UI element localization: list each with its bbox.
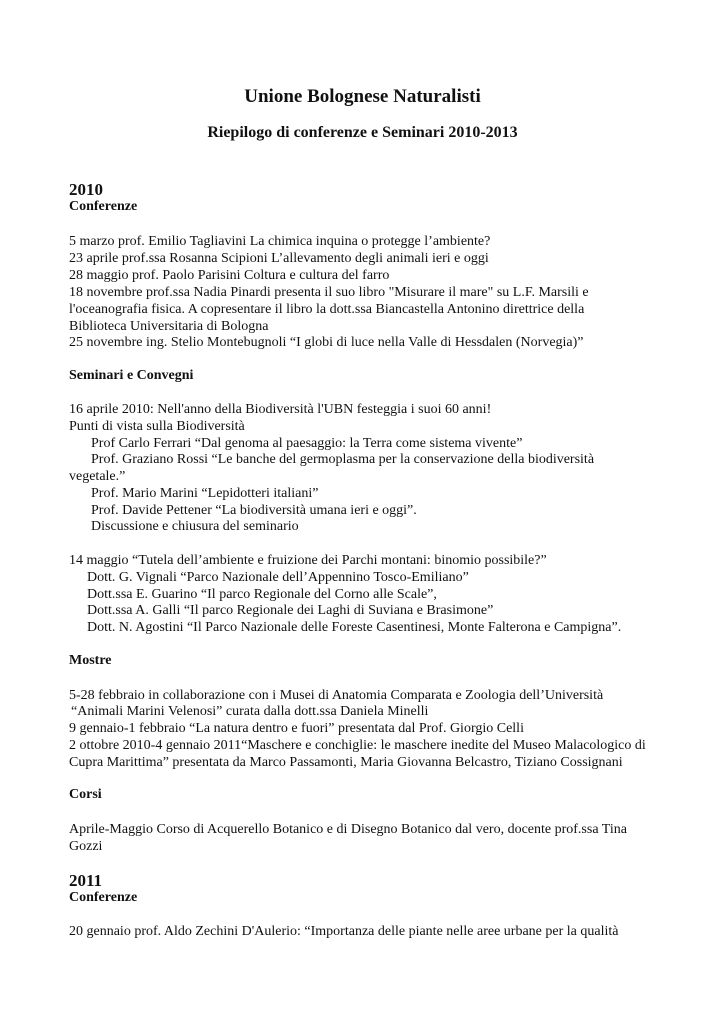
conferenze-2010-line: 23 aprile prof.ssa Rosanna Scipioni L’allevamento degli animali ieri e oggi [69, 251, 489, 266]
seminari-line: 14 maggio “Tutela dell’ambiente e fruizione dei Parchi montani: binomio possibile?” [69, 553, 547, 568]
document-title: Unione Bolognese Naturalisti [244, 86, 481, 107]
seminari-line: Dott.ssa A. Galli “Il parco Regionale dei Laghi di Suviana e Brasimone” [87, 603, 494, 618]
seminari-line: Dott. G. Vignali “Parco Nazionale dell’Appennino Tosco-Emiliano” [87, 570, 469, 585]
mostre-line: Cupra Marittima” presentata da Marco Passamonti, Maria Giovanna Belcastro, Tiziano Cossignani [69, 755, 623, 770]
section-heading-mostre: Mostre [69, 653, 112, 668]
document-subtitle: Riepilogo di conferenze e Seminari 2010-2013 [207, 124, 518, 141]
conferenze-2011-line: 20 gennaio prof. Aldo Zechini D'Aulerio: “Importanza delle piante nelle aree urbane per la qualità [69, 924, 619, 939]
seminari-line: Punti di vista sulla Biodiversità [69, 419, 245, 434]
section-heading-seminari: Seminari e Convegni [69, 368, 194, 383]
mostre-line: 5-28 febbraio in collaborazione con i Musei di Anatomia Comparata e Zoologia dell’Università [69, 688, 604, 703]
conferenze-2010-line: 25 novembre ing. Stelio Montebugnoli “I globi di luce nella Valle di Hessdalen (Norvegia)” [69, 335, 584, 350]
seminari-line: Prof. Graziano Rossi “Le banche del germoplasma per la conservazione della biodiversità [91, 452, 595, 467]
conferenze-2010-line: l'oceanografia fisica. A copresentare il libro la dott.ssa Biancastella Antonino direttrice della [69, 302, 585, 317]
year-heading-2011: 2011 [69, 871, 103, 890]
seminari-line: Dott.ssa E. Guarino “Il parco Regionale del Corno alle Scale”, [87, 587, 437, 602]
seminari-line: Prof. Mario Marini “Lepidotteri italiani” [91, 486, 319, 501]
seminari-line: 16 aprile 2010: Nell'anno della Biodiversità l'UBN festeggia i suoi 60 anni! [69, 402, 492, 417]
section-heading-conferenze-2011: Conferenze [69, 890, 138, 905]
conferenze-2010-line: 18 novembre prof.ssa Nadia Pinardi presenta il suo libro "Misurare il mare" su L.F. Marsili e [69, 285, 589, 300]
section-heading-conferenze-2010: Conferenze [69, 199, 138, 214]
seminari-line: Prof. Davide Pettener “La biodiversità umana ieri e oggi”. [91, 503, 417, 518]
mostre-line: 9 gennaio-1 febbraio “La natura dentro e fuori” presentata dal Prof. Giorgio Celli [69, 721, 524, 736]
seminari-line: Discussione e chiusura del seminario [91, 519, 299, 534]
mostre-line: “Animali Marini Velenosi” curata dalla dott.ssa Daniela Minelli [71, 704, 429, 719]
seminari-line: Dott. N. Agostini “Il Parco Nazionale delle Foreste Casentinesi, Monte Falterona e Campigna”. [87, 620, 622, 635]
section-heading-corsi: Corsi [69, 787, 102, 802]
conferenze-2010-line: Biblioteca Universitaria di Bologna [69, 319, 269, 334]
seminari-line: vegetale.” [69, 469, 126, 484]
mostre-line: 2 ottobre 2010-4 gennaio 2011“Maschere e conchiglie: le maschere inedite del Museo Malacologico di [69, 738, 646, 753]
corsi-line: Gozzi [69, 839, 103, 854]
year-heading-2010: 2010 [69, 180, 103, 199]
corsi-line: Aprile-Maggio Corso di Acquerello Botanico e di Disegno Botanico dal vero, docente prof.ssa Tina [69, 822, 627, 837]
conferenze-2010-line: 28 maggio prof. Paolo Parisini Coltura e cultura del farro [69, 268, 390, 283]
seminari-line: Prof Carlo Ferrari “Dal genoma al paesaggio: la Terra come sistema vivente” [91, 436, 523, 451]
conferenze-2010-line: 5 marzo prof. Emilio Tagliavini La chimica inquina o protegge l’ambiente? [69, 234, 491, 249]
